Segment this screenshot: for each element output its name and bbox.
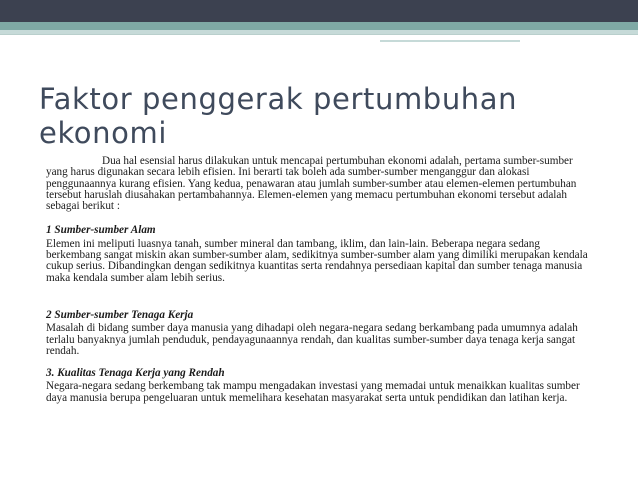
teal-band — [0, 22, 638, 30]
section-2-text: Masalah di bidang sumber daya manusia yang dihadapi oleh negara-negara sedang berkambang pada umumnya adalah terlalu banyaknya jumlah penduduk, pendayagunaannya rendah, dan kualitas sumber-sumber daya tenaga kerja sangat rendah. — [46, 322, 578, 357]
section-3-text: Negara-negara sedang berkembang tak mampu mengadakan investasi yang memadai untuk menaikkan kualitas sumber daya manusia berupa pengeluaran untuk memelihara kesehatan masyarakat serta untuk pendidikan dan latihan kerja. — [46, 380, 580, 404]
intro-paragraph: Dua hal esensial harus dilakukan untuk mencapai pertumbuhan ekonomi adalah, pertama sumber-sumber yang harus digunakan secara lebih efisien. Ini berarti tak boleh ada sumber-sumber menganggur dan alokasi penggunaannya kurang efisien. Yang kedua, penawaran atau jumlah sumber-sumber atau elemen-elemen pertumbuhan tersebut haruslah diusahakan pertambahannya. Elemen-elemen yang memacu pertumbuhan ekonomi tersebut adalah sebagai berikut : — [46, 155, 577, 213]
top-dark-bar — [0, 0, 638, 22]
slide-body — [46, 156, 596, 404]
accent-line — [380, 40, 520, 42]
section-1-text: Elemen ini meliputi luasnya tanah, sumber mineral dan tambang, iklim, dan lain-lain. Beberapa negara sedang berkembang sangat miskin akan sumber-sumber alam, sedikitnya sumber-sumber alam yang dimiliki merupakan kendala cukup serius. Dibandingkan dengan sedikitnya kuantitas serta rendahnya persediaan kapital dan sumber tenaga manusia maka kendala sumber alam lebih serius. — [46, 237, 588, 284]
slide-title: Faktor penggerak pertumbuhan ekonomi — [39, 82, 518, 150]
thin-divider-band — [0, 34, 638, 35]
section-1-heading: 1 Sumber-sumber Alam — [46, 224, 156, 237]
section-3-heading: 3. Kualitas Tenaga Kerja yang Rendah — [46, 367, 225, 380]
section-2-heading: 2 Sumber-sumber Tenaga Kerja — [46, 308, 194, 321]
